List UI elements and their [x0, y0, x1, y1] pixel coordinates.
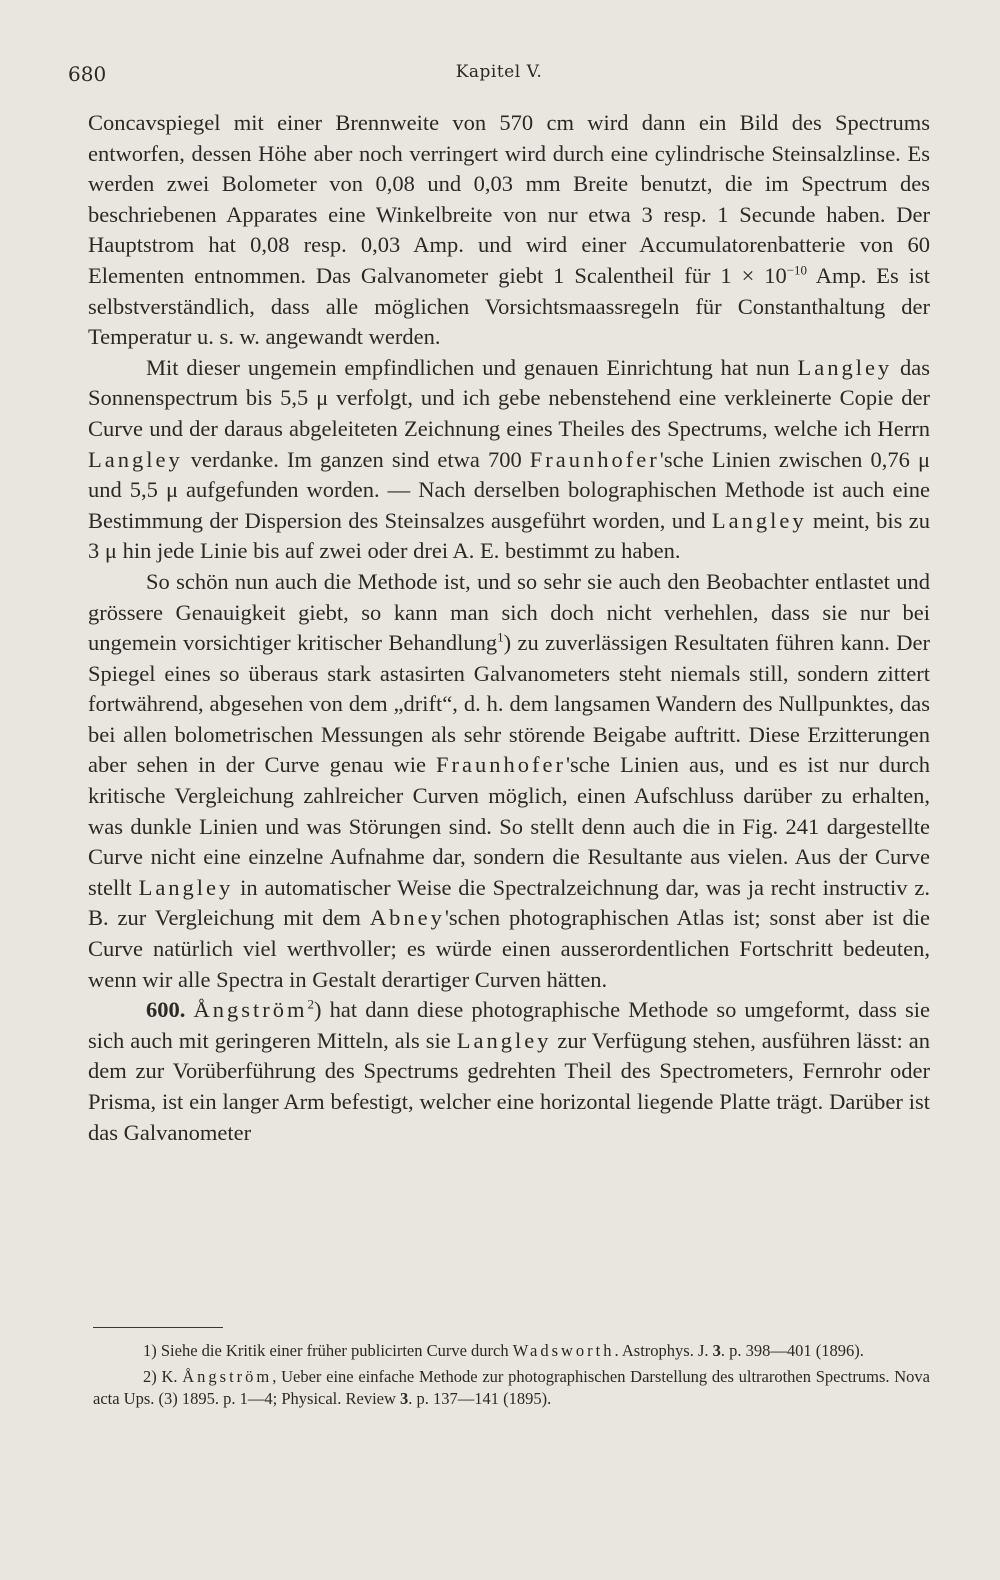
author-name: Ångström	[193, 997, 308, 1023]
footnotes	[93, 1340, 930, 1414]
body-text	[88, 108, 930, 1148]
exponent: −10	[786, 262, 808, 278]
footnote-rule	[93, 1327, 223, 1328]
footnote-1: 1) Siehe die Kritik einer früher publicirten Curve durch Wadsworth. Astrophys. J. 3. p. 398—401 (1896).	[143, 1341, 864, 1360]
author-name: Langley	[456, 1027, 552, 1053]
footnote-2: 2) K. Ångström, Ueber eine einfache Methode zur photographischen Darstellung des ultrarothen Spectrums. Nova acta Ups. (3) 1895. p. 1—4; Physical. Review 3. p. 137—141 (1895).	[93, 1367, 930, 1408]
paragraph-4: 600. Ångström$^2$) hat dann diese photographische Methode so umgeformt, dass sie sich auch mit geringeren Mitteln, als sie Langley zur Verfügung stehen, ausführen lässt: an dem zur Vorüberführung des Spectrums gedrehten Theil des Spectrometers, Fernrohr oder Prisma, ist ein langer Arm befestigt, welcher eine horizontal liegende Platte trägt. Darüber ist das Galvanometer	[88, 996, 931, 1145]
author-name: Langley	[138, 874, 234, 900]
author-name: Langley	[711, 507, 807, 533]
page-number: 680	[68, 62, 107, 86]
author-name: Fraunhofer	[436, 752, 566, 778]
footnote-ref: 1	[497, 629, 504, 645]
section-number: 600.	[146, 997, 186, 1023]
paragraph-2: Mit dieser ungemein empfindlichen und genauen Einrichtung hat nun Langley das Sonnenspectrum bis 5,5 μ verfolgt, und ich gebe nebenstehend eine verkleinerte Copie der Curve und der daraus abgeleiteten Zeichnung eines Theiles des Spectrums, welche ich Herrn Langley verdanke. Im ganzen sind etwa 700 Fraunhofer'sche Linien zwischen 0,76 μ und 5,5 μ aufgefunden worden. — Nach derselben bolographischen Methode ist auch eine Bestimmung der Dispersion des Steinsalzes ausgeführt worden, und Langley meint, bis zu 3 μ hin jede Linie bis auf zwei oder drei A. E. bestimmt zu haben.	[88, 354, 931, 564]
author-name: Langley	[797, 354, 893, 380]
paragraph-1: Concavspiegel mit einer Brennweite von 570 cm wird dann ein Bild des Spectrums entworfen, dessen Höhe aber noch verringert wird durch eine cylindrische Steinsalzlinse. Es werden zwei Bolometer von 0,08 und 0,03 mm Breite benutzt, die im Spectrum des beschriebenen Apparates eine Winkelbreite von nur etwa 3 resp. 1 Secunde haben. Der Hauptstrom hat 0,08 resp. 0,03 Amp. und wird einer Accumulatorenbatterie von 60 Elementen entnommen. Das Galvanometer giebt 1 Scalentheil für $1 \times 10^{-10}$ Amp. Es ist selbstverständlich, dass alle möglichen Vorsichtsmaassregeln für Constanthaltung der Temperatur u. s. w. angewandt werden.	[88, 110, 930, 350]
paragraph-3: So schön nun auch die Methode ist, und so sehr sie auch den Beobachter entlastet und grössere Genauigkeit giebt, so kann man sich doch nicht verhehlen, dass sie nur bei ungemein vorsichtiger kritischer Behandlung$^1$) zu zuverlässigen Resultaten führen kann. Der Spiegel eines so überaus stark astasirten Galvanometers steht niemals still, sondern zittert fortwährend, abgesehen von dem „drift“, d. h. dem langsamen Wandern des Nullpunktes, das bei allen bolometrischen Messungen als sehr störende Beigabe auftritt. Diese Erzitterungen aber sehen in der Curve genau wie Fraunhofer'sche Linien aus, und es ist nur durch kritische Vergleichung zahlreicher Curven möglich, einen Aufschluss darüber zu erhalten, was dunkle Linien und was Störungen sind. So stellt denn auch die in Fig. 241 dargestellte Curve nicht eine einzelne Aufnahme dar, sondern die Resultante aus vielen. Aus der Curve stellt Langley in automatischer Weise die Spectralzeichnung dar, was ja recht instructiv z. B. zur Vergleichung mit dem Abney'schen photographischen Atlas ist; sonst aber ist die Curve natürlich viel werthvoller; es würde einen ausserordentlichen Fortschritt bedeuten, wenn wir alle Spectra in Gestalt derartiger Curven hätten.	[88, 568, 931, 992]
footnote-ref: 2	[307, 996, 314, 1012]
author-name: Fraunhofer	[529, 446, 660, 472]
author-name: Langley	[88, 446, 183, 472]
page-header	[68, 62, 930, 92]
author-name: Abney	[369, 905, 445, 931]
running-head: Kapitel V.	[455, 62, 543, 82]
